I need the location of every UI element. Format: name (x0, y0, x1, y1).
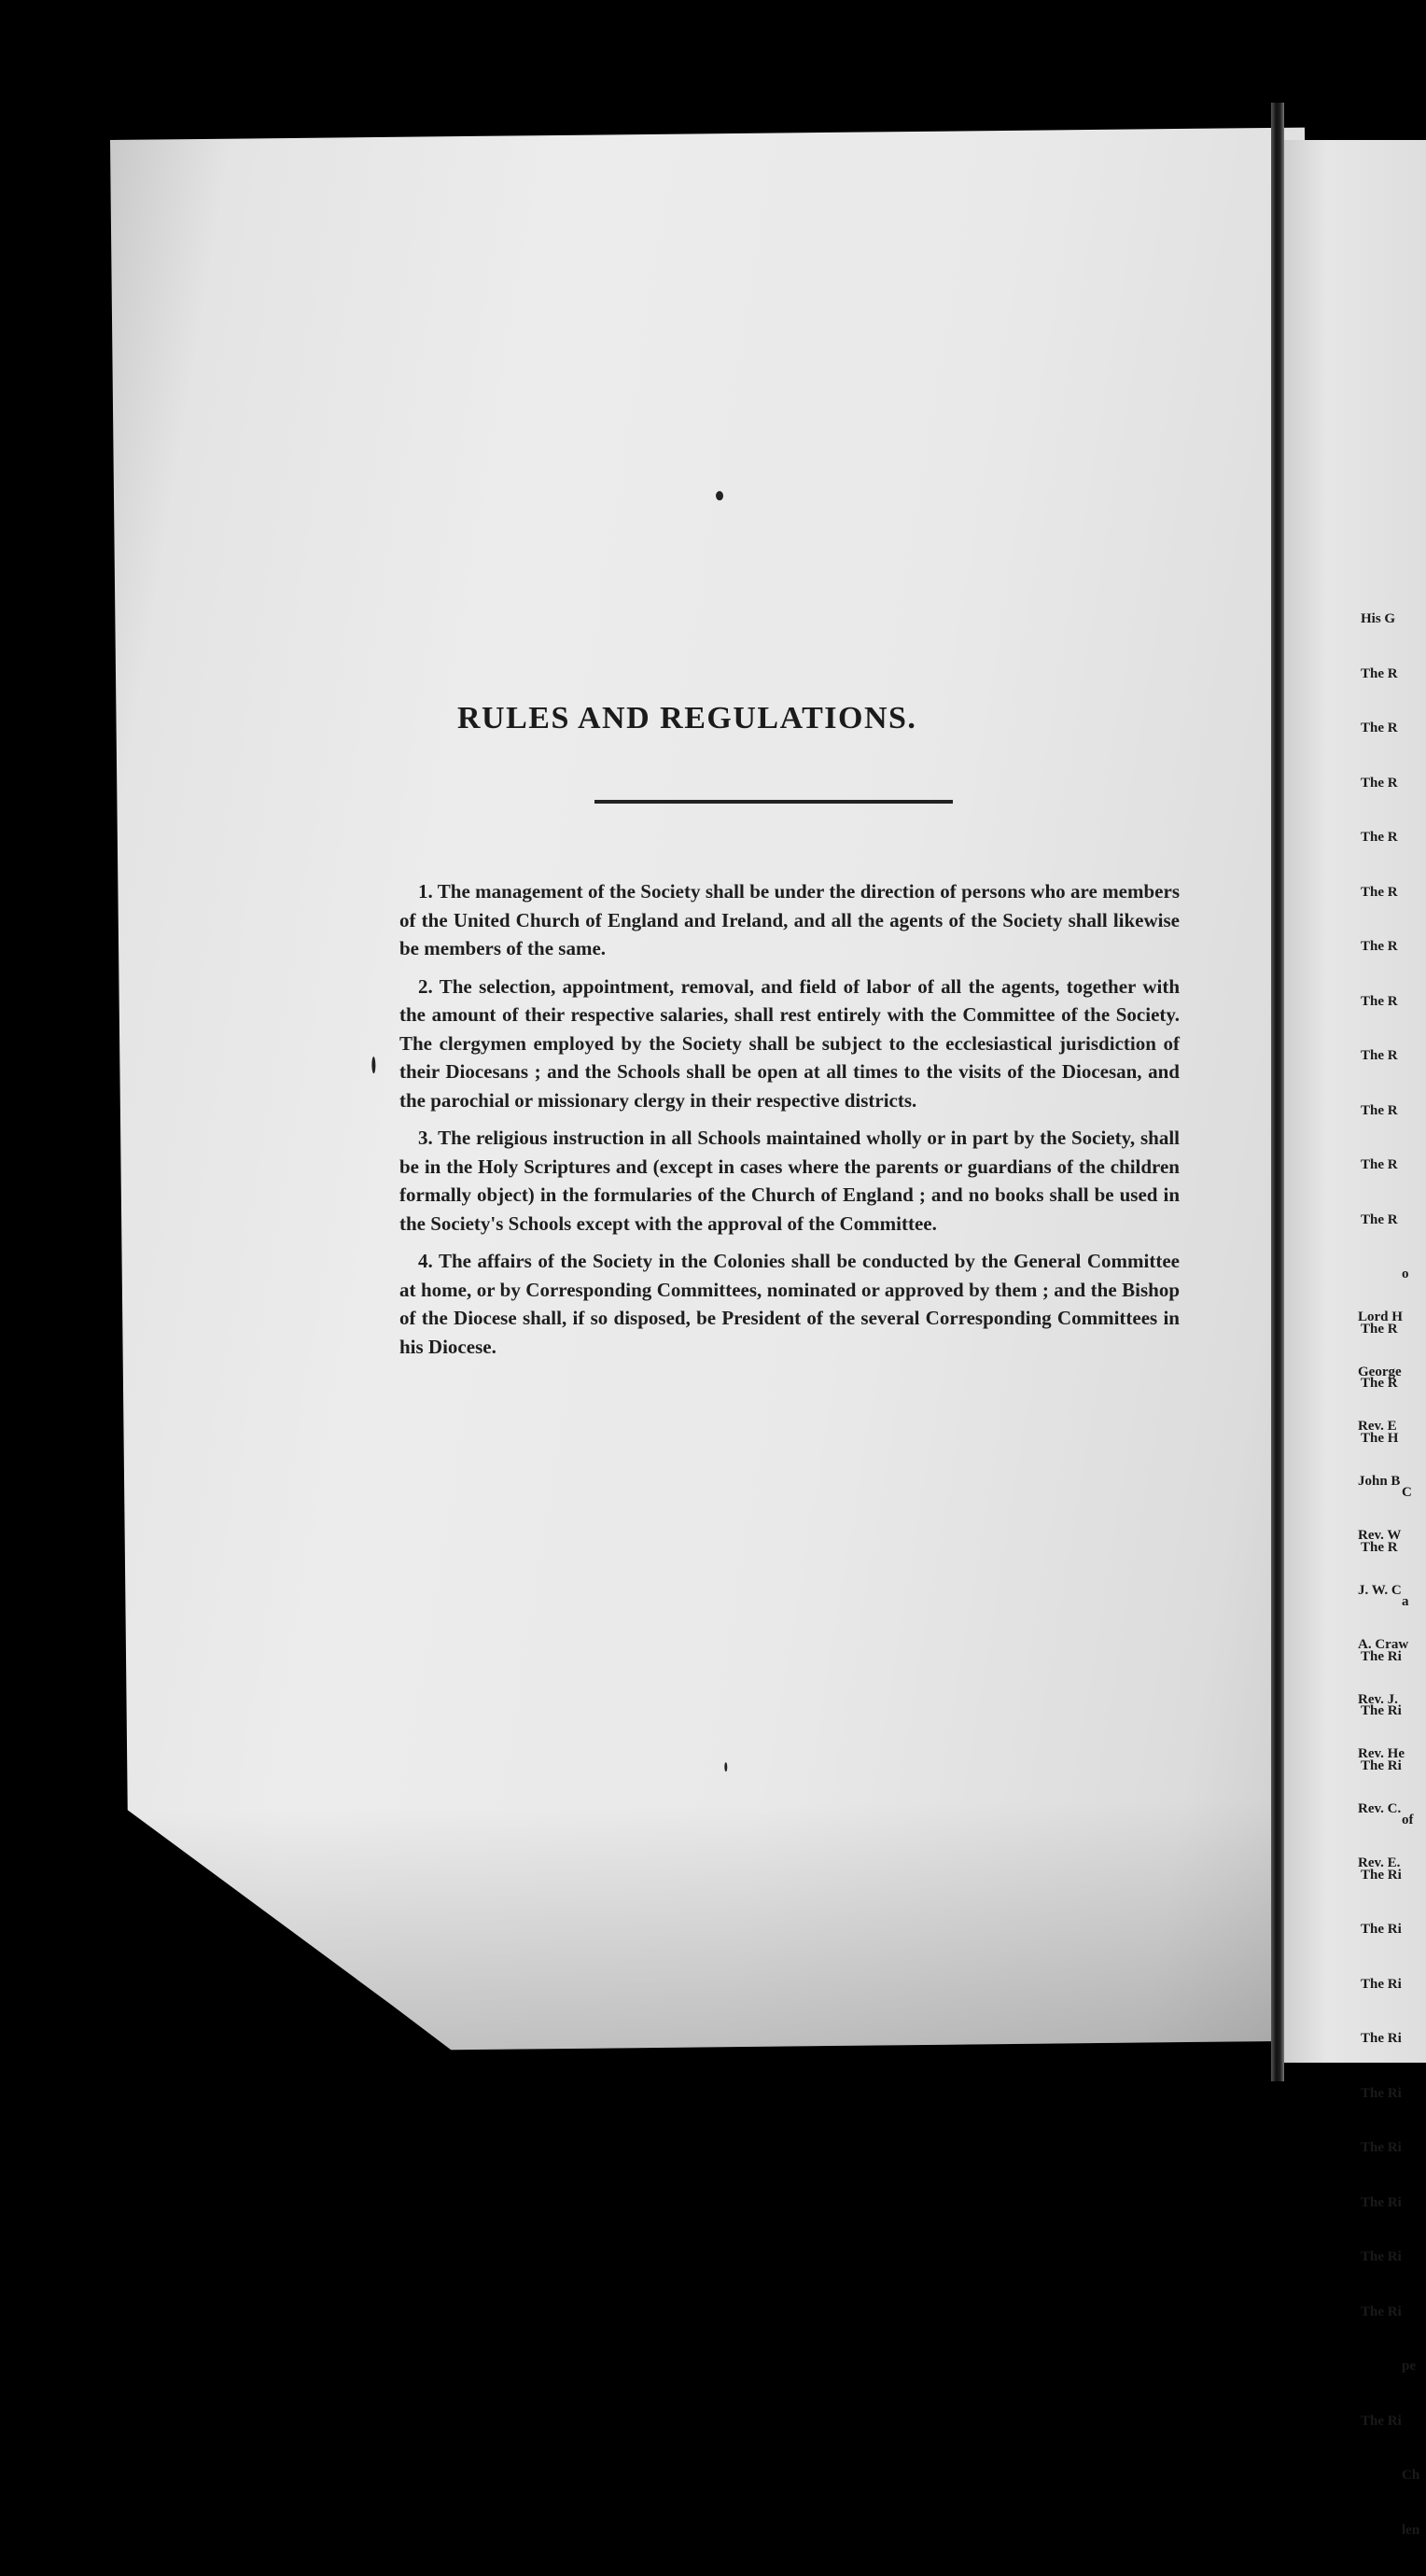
fragment: Ch (1402, 2468, 1420, 2483)
fragment: The Ri (1361, 2085, 1402, 2101)
fragment: The R (1361, 939, 1398, 954)
fragment: The R (1361, 721, 1398, 735)
ink-speck (724, 1762, 727, 1771)
fragment: a (1402, 1594, 1409, 1609)
page-fold (1271, 103, 1284, 2081)
fragment: The R (1361, 993, 1398, 1009)
fragment: Rev. E. (1358, 1855, 1401, 1870)
title-divider (594, 800, 953, 804)
rule-text: The affairs of the Society in the Colonies shall be conducted by the General Committee at home, or by Corresponding Committees, nominated or approved by them ; and the Bishop of the Diocese shall, if so disposed, be President of the several Corresponding Committees in his Diocese. (399, 1250, 1180, 1358)
fragment: The R (1361, 1102, 1398, 1118)
fragment: o (1402, 1267, 1409, 1281)
fragment: The R (1361, 775, 1398, 791)
ink-speck (716, 491, 723, 500)
fragment: The Ri (1361, 2303, 1402, 2319)
fragment: The Ri (1361, 2413, 1402, 2429)
fragment: Rev. E (1358, 1419, 1397, 1434)
rule-text: The religious instruction in all Schools maintained wholly or in part by the Society, shall be in the Holy Scriptures and (except in cases where the parents or guardians of the children formally object) in the formularies of the Church of England ; and no books shall be used in the Society's Schools except with the approval of the Committee. (399, 1127, 1180, 1235)
fragment: John B (1358, 1473, 1401, 1489)
fragment: The R (1361, 1539, 1398, 1555)
fragment: J. W. C (1358, 1582, 1402, 1598)
fragment: His G (1361, 611, 1396, 626)
rule-text: The selection, appointment, removal, and field of labor of all the agents, together with the amount of their respective salaries, shall rest entirely with the Committee of the Society. The clergymen employed by the Society shall be subject to the ecclesiastical jurisdiction of their Diocesans ; and the Schools shall be open at all times to the visits of the Diocesan, and the parochial or missionary clergy in their respective districts. (399, 974, 1180, 1112)
fragment: The R (1361, 830, 1398, 845)
rule-item-4 (399, 1247, 1180, 1361)
fragment: The Ri (1361, 1757, 1402, 1773)
fragment: Rev. He (1358, 1746, 1405, 1761)
fragment: The R (1361, 1048, 1398, 1063)
fragment: The R (1361, 1376, 1398, 1391)
rule-item-2 (399, 973, 1180, 1115)
fragment: of (1402, 1813, 1414, 1827)
rule-item-3 (399, 1124, 1180, 1238)
fragment: The Ri (1361, 1922, 1402, 1937)
fragment: C (1402, 1485, 1412, 1500)
rule-number: 2. (418, 974, 433, 998)
fragment: A. Craw (1358, 1637, 1409, 1652)
rule-item-1 (399, 877, 1180, 963)
rule-number: 1. (418, 880, 433, 903)
fragment: George (1358, 1364, 1402, 1379)
fragment: Rev. J. (1358, 1691, 1398, 1707)
fragment: The Ri (1361, 1648, 1402, 1664)
rule-text: The management of the Society shall be under the direction of persons who are members of the United Church of England and Ireland, and all the agents of the Society shall likewise be members of the same. (399, 880, 1180, 959)
fragment: Rev. C. (1358, 1800, 1402, 1816)
fragment: The R (1361, 665, 1398, 681)
rules-list (399, 877, 1180, 1370)
fragment: The R (1361, 1211, 1398, 1227)
rule-number: 4. (418, 1250, 433, 1272)
fragment: The Ri (1361, 2140, 1402, 2155)
fragment: The R (1361, 1321, 1398, 1337)
fragment: len (1402, 2522, 1420, 2538)
fragment: The Ri (1361, 1976, 1402, 1992)
adjacent-page-lower-text (1358, 1272, 1408, 1910)
ink-speck (371, 1057, 375, 1073)
fragment: The Ri (1361, 1703, 1402, 1718)
fragment: Rev. W (1358, 1528, 1402, 1543)
fragment: pe (1402, 2359, 1416, 2373)
fragment: The Ri (1361, 1867, 1402, 1883)
fragment: The Ri (1361, 2249, 1402, 2264)
fragment: The H (1361, 1430, 1399, 1446)
fragment: Lord H (1358, 1309, 1403, 1324)
page-title: RULES AND REGULATIONS. (457, 701, 917, 735)
fragment: The Ri (1361, 2031, 1402, 2046)
fragment: The Ri (1361, 2194, 1402, 2210)
fragment: The R (1361, 1157, 1398, 1172)
rule-number: 3. (418, 1127, 433, 1149)
fragment: The R (1361, 884, 1398, 900)
